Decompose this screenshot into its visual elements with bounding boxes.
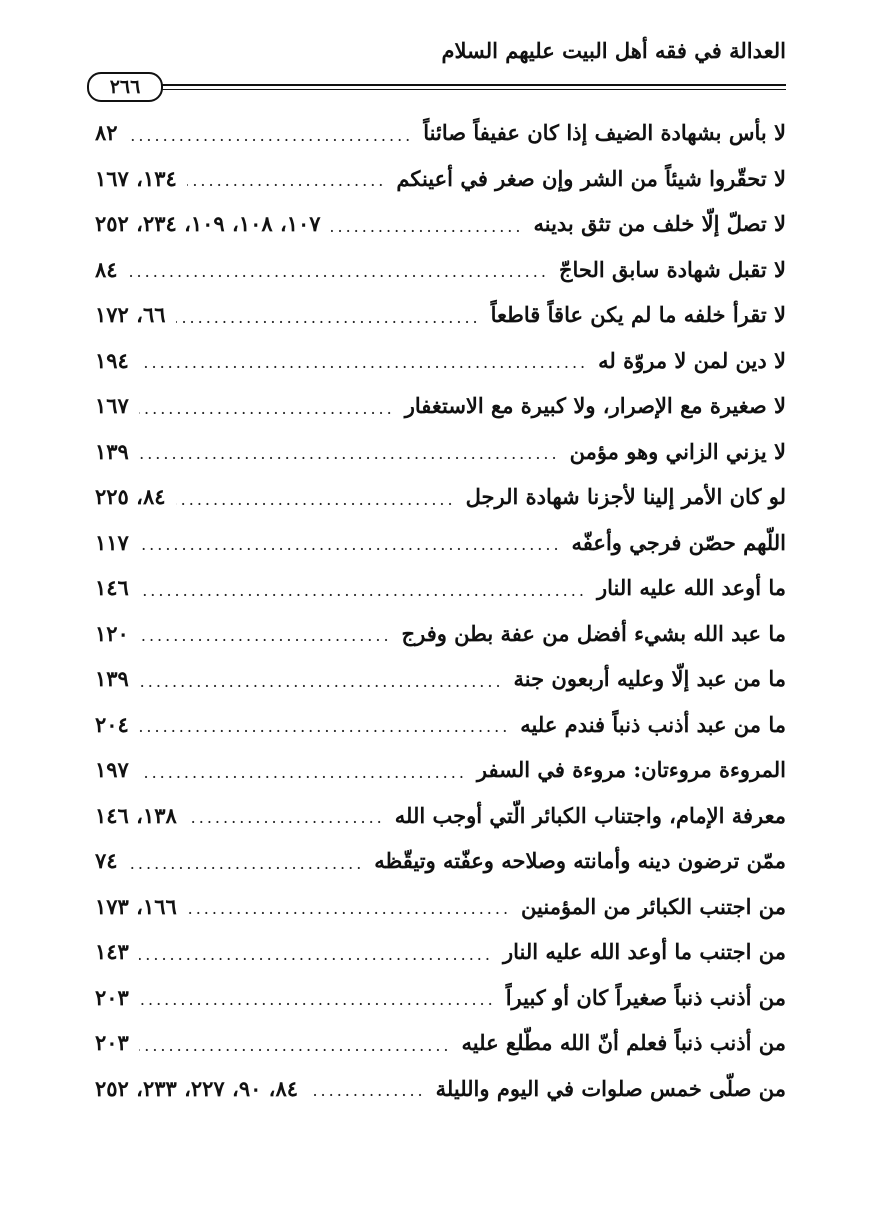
index-entry — [95, 747, 786, 793]
dot-leader — [139, 399, 395, 419]
index-entry — [95, 338, 786, 384]
entry-page-numbers: ٢٠٣ — [95, 984, 129, 1010]
entry-page-numbers: ٧٤ — [95, 848, 118, 874]
entry-page-numbers: ١١٧ — [95, 529, 129, 555]
entry-phrase: المروءة مروءتان: مروءة في السفر — [476, 757, 786, 783]
dot-leader — [128, 126, 414, 146]
index-entry — [95, 292, 786, 338]
entry-phrase: ما أوعد الله عليه النار — [596, 575, 786, 601]
entry-phrase: لا دين لمن لا مروّة له — [598, 347, 786, 373]
index-entry — [95, 110, 786, 156]
entry-page-numbers: ١٠٧، ١٠٨، ١٠٩، ٢٣٤، ٢٥٢ — [95, 211, 321, 237]
index-entry — [95, 611, 786, 657]
entry-phrase: من أذنب ذنباً صغيراً كان أو كبيراً — [505, 984, 786, 1010]
entry-phrase: لو كان الأمر إلينا لأجزنا شهادة الرجل — [465, 484, 786, 510]
dot-leader — [139, 1036, 452, 1056]
entry-phrase: من اجتنب الكبائر من المؤمنين — [521, 893, 786, 919]
dot-leader — [128, 262, 549, 282]
page-header — [95, 36, 786, 66]
entry-phrase: ما من عبد إلّا وعليه أربعون جنة — [513, 666, 786, 692]
index-entry — [95, 838, 786, 884]
running-title: العدالة في فقه أهل البيت عليهم السلام — [441, 38, 786, 63]
dot-leader — [176, 490, 456, 510]
index-entry — [95, 702, 786, 748]
entry-page-numbers: ٦٦، ١٧٢ — [95, 302, 166, 328]
index-entry — [95, 520, 786, 566]
header-rule-thin — [95, 89, 786, 90]
entry-page-numbers: ٢٠٤ — [95, 711, 129, 737]
entry-phrase: معرفة الإمام، واجتناب الكبائر الّتي أوجب الله — [394, 802, 786, 828]
index-entry — [95, 929, 786, 975]
dot-leader — [139, 990, 496, 1010]
entry-phrase: لا يزني الزاني وهو مؤمن — [569, 438, 786, 464]
index-entry — [95, 156, 786, 202]
entry-page-numbers: ٢٠٣ — [95, 1030, 129, 1056]
entry-page-numbers: ١٢٠ — [95, 620, 129, 646]
index-entry — [95, 884, 786, 930]
entry-page-numbers: ٨٤ — [95, 256, 118, 282]
dot-leader — [139, 626, 392, 646]
dot-leader — [139, 581, 587, 601]
dot-leader — [176, 308, 481, 328]
index-entry — [95, 565, 786, 611]
entry-phrase: من صلّى خمس صلوات في اليوم والليلة — [435, 1075, 786, 1101]
entry-page-numbers: ١٩٧ — [95, 757, 129, 783]
entry-phrase: لا تصلّ إلّا خلف من تثق بدينه — [533, 211, 786, 237]
entry-page-numbers: ١٦٦، ١٧٣ — [95, 893, 177, 919]
dot-leader — [139, 717, 510, 737]
entry-phrase: لا تقبل شهادة سابق الحاجّ — [558, 256, 786, 282]
dot-leader — [139, 945, 493, 965]
entry-page-numbers: ١٤٣ — [95, 939, 129, 965]
dot-leader — [139, 672, 504, 692]
index-entry — [95, 656, 786, 702]
dot-leader — [187, 808, 385, 828]
dot-leader — [139, 444, 560, 464]
entry-page-numbers: ١٣٩ — [95, 666, 129, 692]
dot-leader — [187, 899, 511, 919]
dot-leader — [331, 217, 524, 237]
index-entry — [95, 429, 786, 475]
entry-page-numbers: ١٣٨، ١٤٦ — [95, 802, 177, 828]
header-rule — [95, 84, 786, 86]
index-entry — [95, 247, 786, 293]
entry-phrase: لا صغيرة مع الإصرار، ولا كبيرة مع الاستغفار — [404, 393, 786, 419]
entry-phrase: لا تحقّروا شيئاً من الشر وإن صغر في أعينكم — [396, 165, 786, 191]
index-entry — [95, 201, 786, 247]
entry-page-numbers: ١٤٦ — [95, 575, 129, 601]
entry-page-numbers: ١٣٩ — [95, 438, 129, 464]
dot-leader — [139, 535, 562, 555]
index-entry — [95, 793, 786, 839]
entry-phrase: لا تقرأ خلفه ما لم يكن عاقاً قاطعاً — [490, 302, 786, 328]
dot-leader — [187, 171, 387, 191]
entry-phrase: ممّن ترضون دينه وأمانته وصلاحه وعفّته وتيقّظه — [374, 848, 786, 874]
dot-leader — [139, 353, 588, 373]
entry-phrase: ما من عبد أذنب ذنباً فندم عليه — [520, 711, 786, 737]
hadith-index-list — [95, 110, 786, 1111]
entry-page-numbers: ٨٢ — [95, 120, 118, 146]
page-number: ٢٦٦ — [87, 72, 163, 102]
index-entry — [95, 474, 786, 520]
entry-page-numbers: ١٣٤، ١٦٧ — [95, 165, 177, 191]
entry-page-numbers: ١٩٤ — [95, 347, 129, 373]
dot-leader — [139, 763, 467, 783]
entry-phrase: اللّهم حصّن فرجي وأعفّه — [571, 529, 786, 555]
index-entry — [95, 975, 786, 1021]
entry-page-numbers: ٨٤، ٢٢٥ — [95, 484, 166, 510]
entry-phrase: لا بأس بشهادة الضيف إذا كان عفيفاً صائناً — [423, 120, 786, 146]
index-entry — [95, 383, 786, 429]
entry-page-numbers: ١٦٧ — [95, 393, 129, 419]
dot-leader — [308, 1081, 426, 1101]
index-entry — [95, 1020, 786, 1066]
dot-leader — [128, 854, 365, 874]
entry-phrase: من اجتنب ما أوعد الله عليه النار — [502, 939, 786, 965]
index-entry — [95, 1066, 786, 1112]
entry-phrase: من أذنب ذنباً فعلم أنّ الله مطّلع عليه — [461, 1030, 786, 1056]
entry-phrase: ما عبد الله بشيء أفضل من عفة بطن وفرج — [401, 620, 786, 646]
entry-page-numbers: ٨٤، ٩٠، ٢٢٧، ٢٣٣، ٢٥٢ — [95, 1075, 299, 1101]
